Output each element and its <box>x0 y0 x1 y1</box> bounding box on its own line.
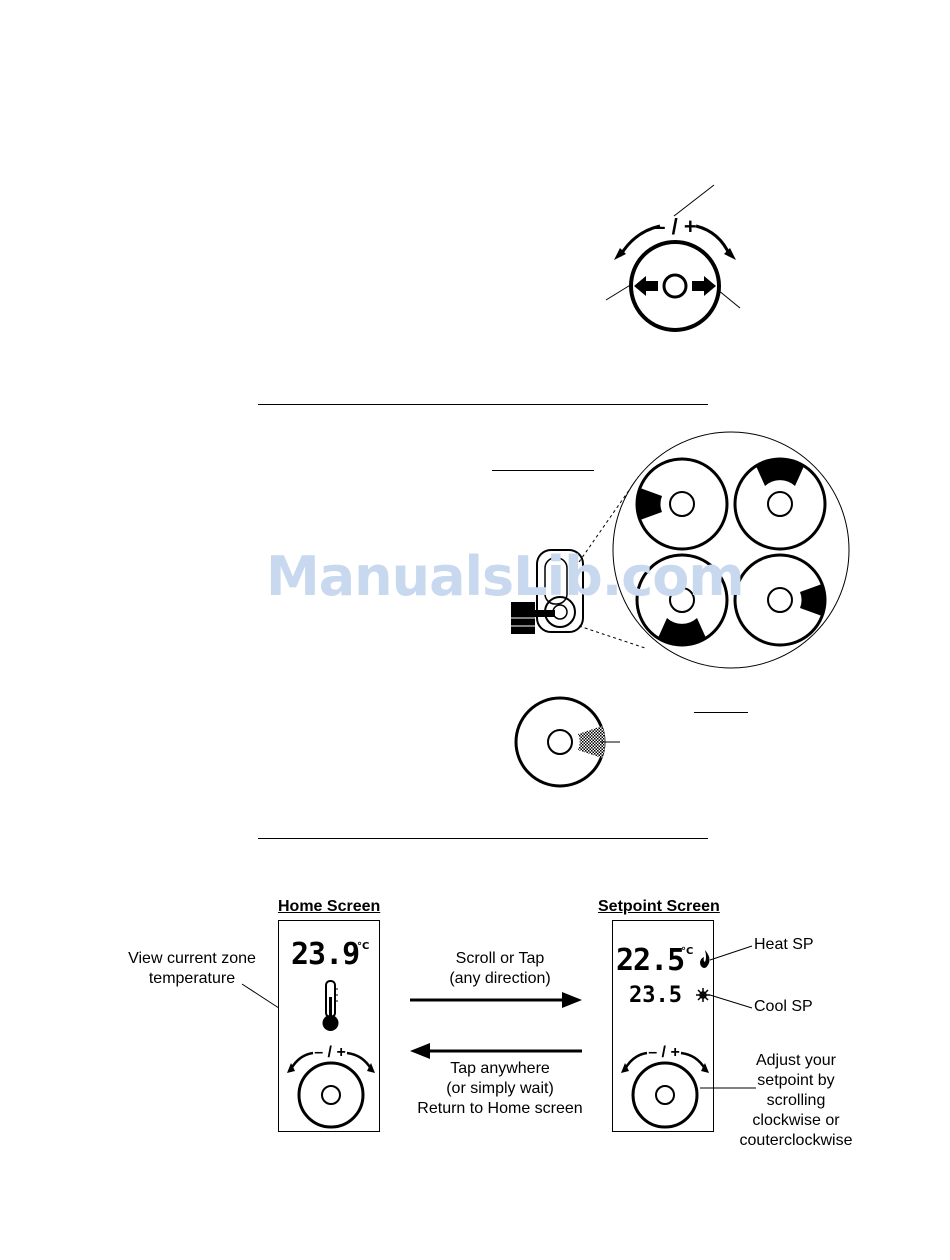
setpoint-dial-label: – / + <box>648 1044 680 1061</box>
back-arrow <box>410 1043 582 1059</box>
adjust-line-2: setpoint by <box>757 1072 835 1089</box>
adjust-line-4: clockwise or <box>752 1112 840 1129</box>
adjust-line-3: scrolling <box>766 1092 826 1109</box>
adjust-line-5: couterclockwise <box>739 1132 853 1149</box>
home-annotation-line2: temperature <box>148 970 236 987</box>
forward-arrow <box>410 992 582 1008</box>
top-dial-diagram <box>600 180 750 360</box>
heat-setpoint-value: 22.5 <box>616 943 685 978</box>
home-temperature: 23.9 <box>291 937 360 972</box>
top-dial-label: – / + <box>653 214 697 239</box>
heat-sp-label: Heat SP <box>754 936 814 953</box>
blank-label-underline-2 <box>694 712 748 713</box>
tap-zones-diagram <box>505 430 855 680</box>
home-dial-label: – / + <box>314 1044 346 1061</box>
watermark: ManualsLib.com <box>266 545 744 608</box>
arrow-right-icon <box>692 276 716 296</box>
home-temperature-unit: °C <box>357 941 370 952</box>
back-caption-line1: Tap anywhere <box>450 1060 550 1077</box>
back-caption <box>400 1059 600 1119</box>
section-divider-1 <box>258 404 708 405</box>
section-divider-2 <box>258 838 708 839</box>
home-annotation-line1: View current zone <box>128 950 256 967</box>
forward-caption-line1: Scroll or Tap <box>455 950 545 967</box>
setpoint-screen-title: Setpoint Screen <box>598 898 720 915</box>
setpoint-unit: °C <box>681 946 694 957</box>
cool-sp-label: Cool SP <box>754 998 813 1015</box>
back-caption-line3: Return to Home screen <box>417 1100 583 1117</box>
forward-caption <box>420 949 580 989</box>
thermometer-icon <box>321 979 341 1033</box>
cool-setpoint-value: 23.5 <box>629 983 682 1008</box>
home-screen-panel[interactable] <box>278 920 380 1132</box>
adjust-setpoint-annotation <box>730 1051 862 1151</box>
setpoint-dial[interactable] <box>617 1039 711 1131</box>
setpoint-screen-panel[interactable] <box>612 920 714 1132</box>
back-caption-line2: (or simply wait) <box>446 1080 554 1097</box>
touch-area-dial <box>510 690 650 800</box>
home-screen-title: Home Screen <box>278 898 381 915</box>
home-dial[interactable] <box>283 1039 377 1131</box>
forward-caption-line2: (any direction) <box>449 970 551 987</box>
adjust-line-1: Adjust your <box>755 1052 837 1069</box>
arrow-left-icon <box>634 276 658 296</box>
